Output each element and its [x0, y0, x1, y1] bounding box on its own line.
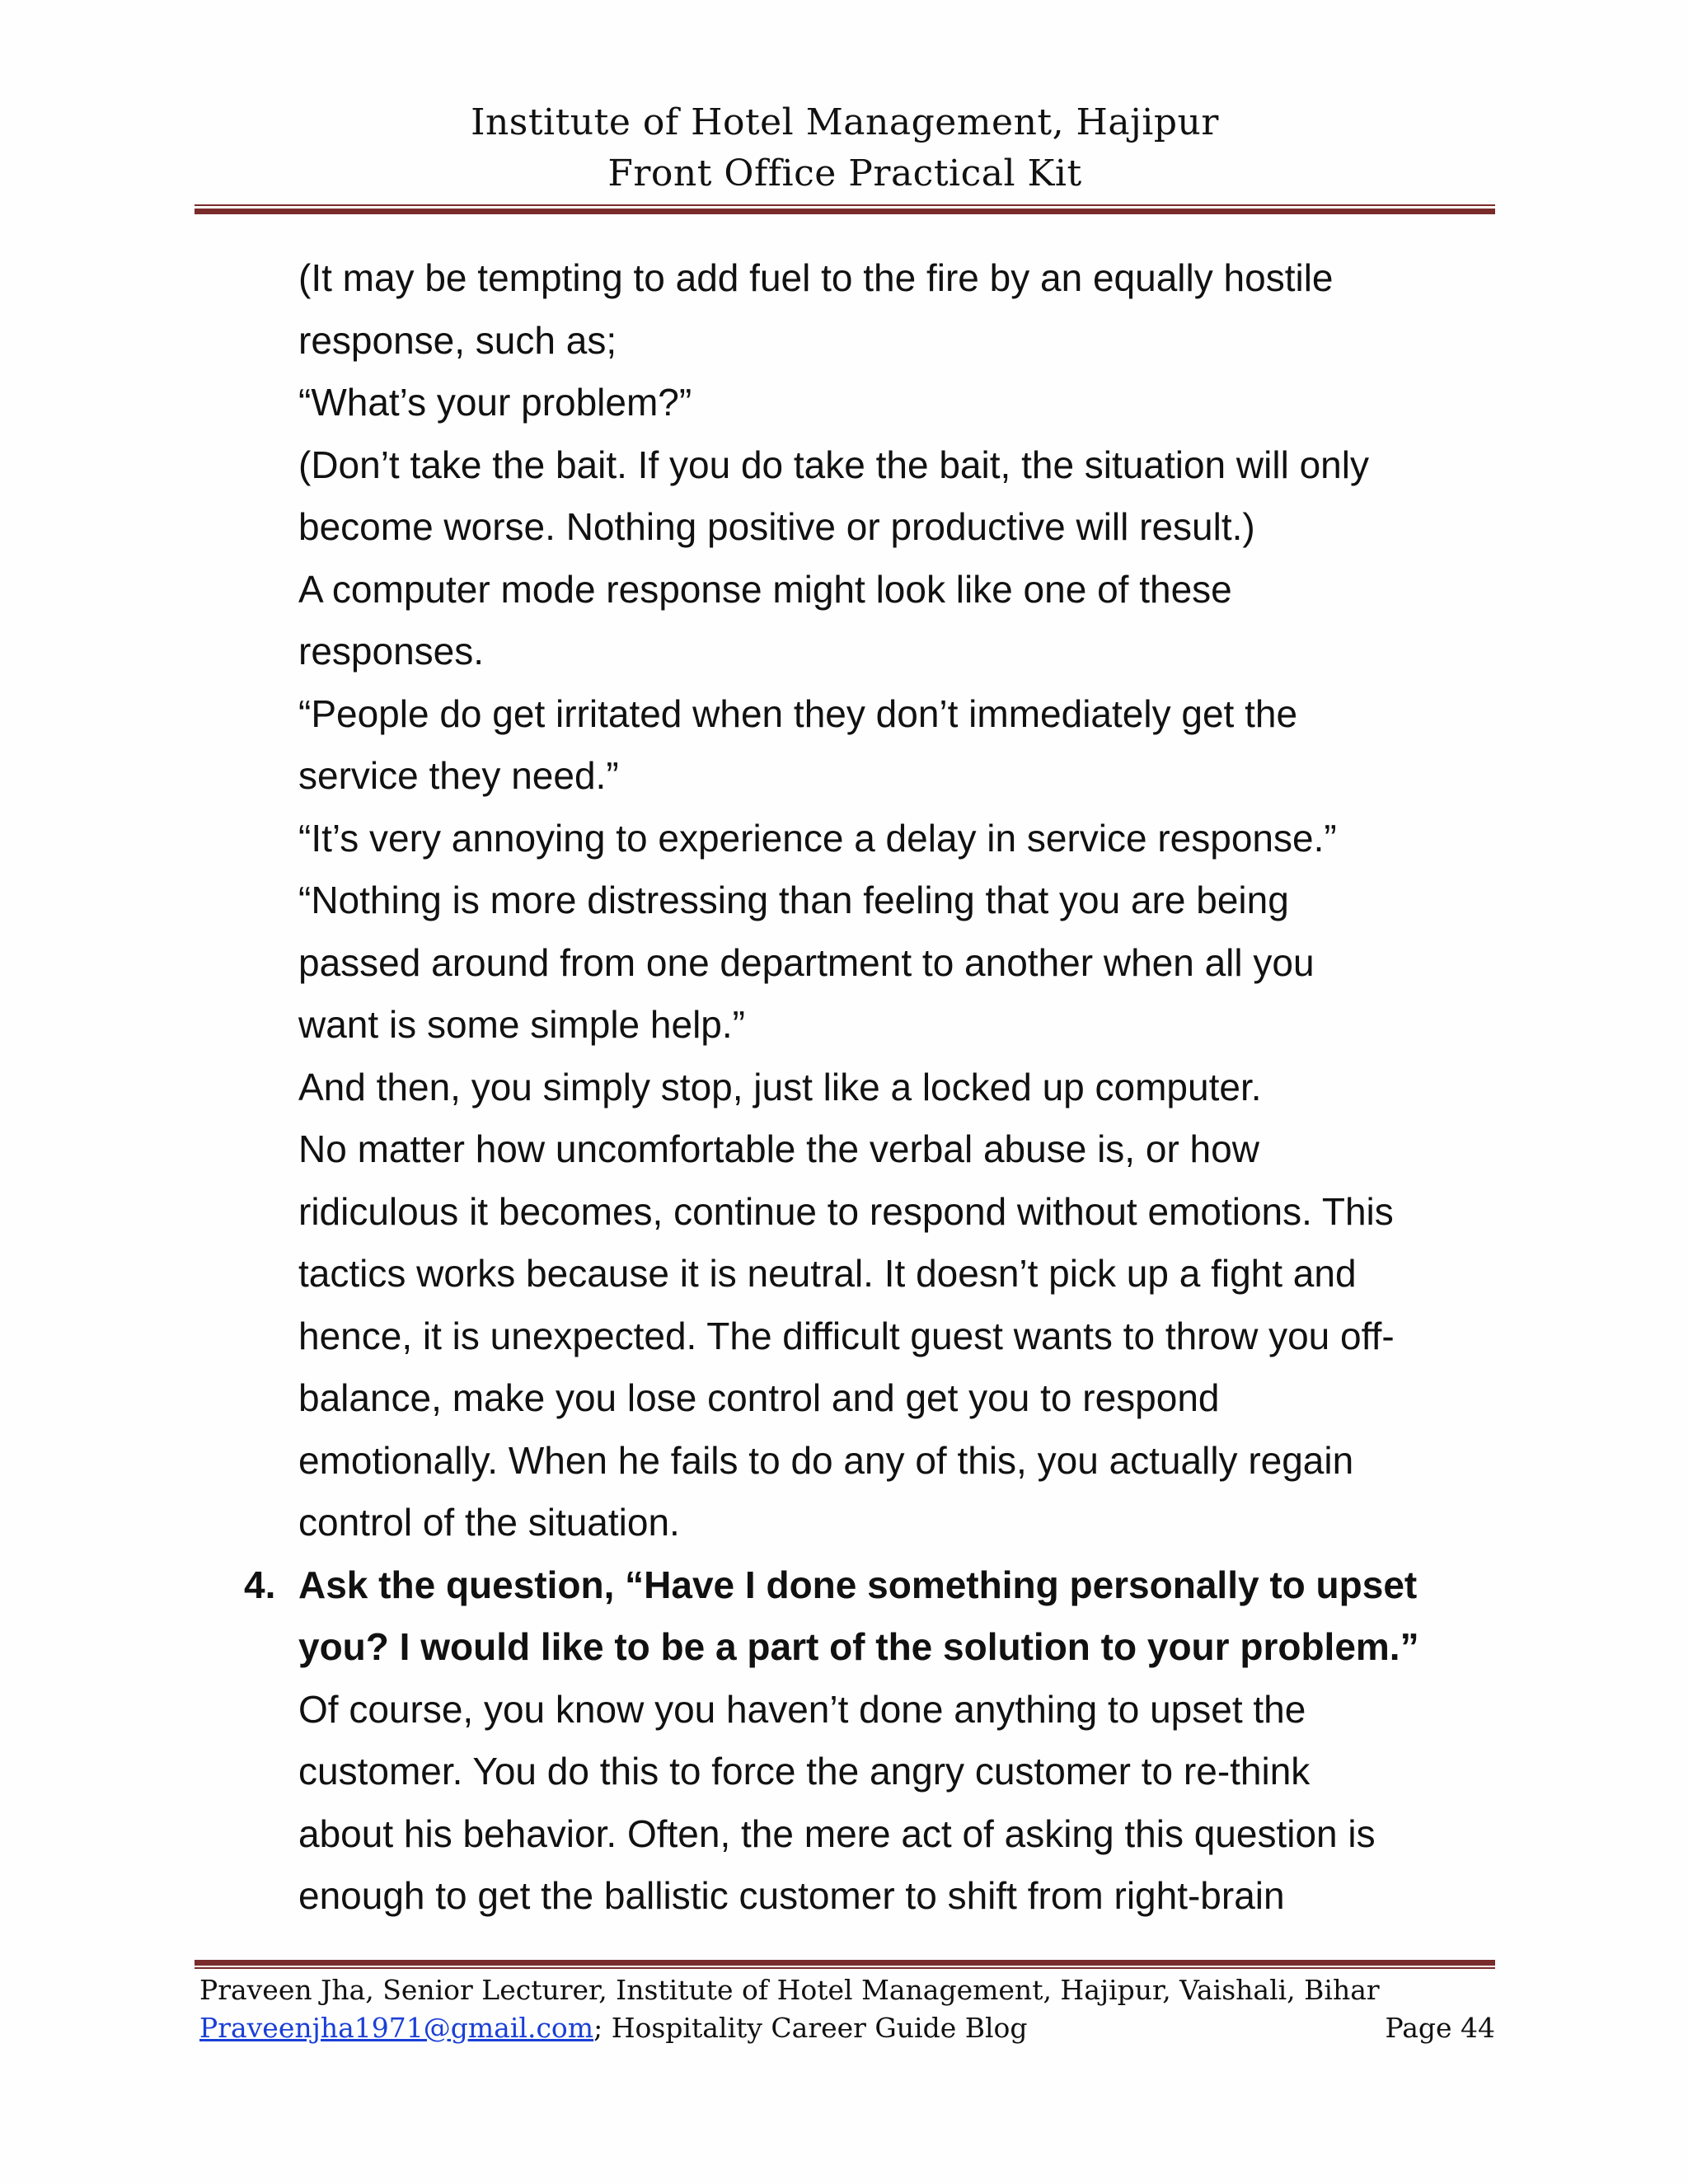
item-heading-line: Ask the question, “Have I done something personally to upset — [298, 1563, 1418, 1606]
body-line: tactics works because it is neutral. It doesn’t pick up a fight and — [298, 1252, 1357, 1295]
body-line: ridiculous it becomes, continue to respond without emotions. This — [298, 1189, 1394, 1233]
email-link[interactable]: Praveenjha1971@gmail.com — [199, 2012, 594, 2044]
body-line: passed around from one department to another when all you — [298, 940, 1315, 984]
body-line: emotionally. When he fails to do any of this, you actually regain — [298, 1438, 1354, 1482]
body-line: customer. You do this to force the angry customer to re-think — [298, 1750, 1311, 1793]
body-line: “What’s your problem?” — [298, 381, 692, 424]
body-line: balance, make you lose control and get you to respond — [298, 1376, 1220, 1419]
body-line: “It’s very annoying to experience a delay in service response.” — [298, 816, 1337, 860]
page-number: Page 44 — [1385, 2012, 1495, 2044]
footer-blog: ; Hospitality Career Guide Blog — [593, 2012, 1028, 2044]
body-text — [244, 247, 1502, 1928]
body-line: (Don’t take the bait. If you do take the bait, the situation will only — [298, 443, 1369, 486]
body-line: (It may be tempting to add fuel to the fire by an equally hostile — [298, 256, 1334, 299]
footer-rule-thin — [195, 1967, 1495, 1969]
footer-rule-thick — [195, 1960, 1495, 1966]
footer-contact — [199, 2009, 1028, 2047]
body-line: about his behavior. Often, the mere act of asking this question is — [298, 1811, 1376, 1855]
body-line: And then, you simply stop, just like a locked up computer. — [298, 1065, 1262, 1108]
page-footer — [199, 1971, 1495, 2047]
header-kit-title: Front Office Practical Kit — [607, 152, 1082, 194]
body-line: A computer mode response might look like one of these — [298, 567, 1232, 611]
body-line: control of the situation. — [298, 1501, 680, 1544]
body-line: “People do get irritated when they don’t immediately get the — [298, 691, 1298, 735]
body-line: responses. — [298, 630, 485, 673]
body-line: hence, it is unexpected. The difficult guest wants to throw you off- — [298, 1314, 1395, 1357]
body-line: become worse. Nothing positive or productive will result.) — [298, 505, 1255, 548]
body-line: response, such as; — [298, 318, 617, 362]
body-line: service they need.” — [298, 754, 619, 797]
body-line: “Nothing is more distressing than feeling that you are being — [298, 879, 1289, 921]
footer-author-row — [199, 1971, 1495, 2009]
footer-author: Praveen Jha, Senior Lecturer, Institute of Hotel Management, Hajipur, Vaishali, Bihar — [199, 1974, 1380, 2006]
body-line: Of course, you know you haven’t done anything to upset the — [298, 1687, 1306, 1731]
item-heading-line: you? I would like to be a part of the solution to your problem.” — [298, 1625, 1419, 1668]
body-line: enough to get the ballistic customer to shift from right-brain — [298, 1874, 1285, 1917]
header-institute: Institute of Hotel Management, Hajipur — [471, 101, 1219, 143]
body-line: want is some simple help.” — [298, 1003, 745, 1046]
page-header — [195, 97, 1495, 199]
body-line: No matter how uncomfortable the verbal abuse is, or how — [298, 1127, 1259, 1170]
header-rule-thick — [195, 209, 1495, 214]
list-item-4 — [244, 1554, 1502, 1928]
footer-contact-row — [199, 2009, 1495, 2047]
list-item-number: 4. — [244, 1563, 276, 1606]
header-rule-thin — [195, 204, 1495, 206]
